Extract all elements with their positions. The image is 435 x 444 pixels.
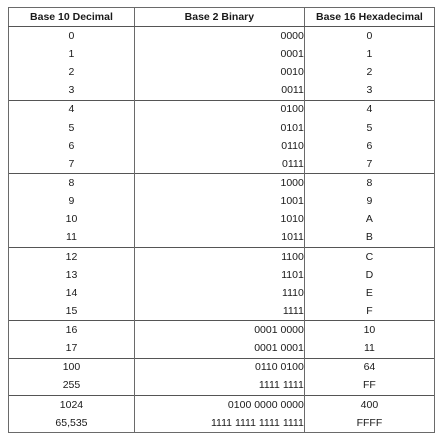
hex-cell: D (304, 266, 434, 284)
binary-cell: 1111 1111 (134, 377, 304, 396)
number-base-conversion-table (8, 7, 435, 433)
table-row (9, 100, 435, 119)
row-group (9, 395, 435, 432)
binary-cell: 1001 (134, 192, 304, 210)
header-hex: Base 16 Hexadecimal (304, 8, 434, 27)
decimal-cell: 14 (9, 284, 135, 302)
hex-cell: 64 (304, 358, 434, 377)
row-group (9, 100, 435, 174)
header-binary: Base 2 Binary (134, 8, 304, 27)
table-row (9, 358, 435, 377)
binary-cell: 0000 (134, 27, 304, 46)
decimal-cell: 4 (9, 100, 135, 119)
binary-cell: 0011 (134, 81, 304, 100)
binary-cell: 0101 (134, 119, 304, 137)
hex-cell: E (304, 284, 434, 302)
hex-cell: 10 (304, 321, 434, 340)
table-row (9, 27, 435, 46)
binary-cell: 0110 (134, 137, 304, 155)
binary-cell: 1100 (134, 247, 304, 266)
decimal-cell: 17 (9, 339, 135, 358)
hex-cell: FF (304, 377, 434, 396)
row-group (9, 174, 435, 248)
decimal-cell: 0 (9, 27, 135, 46)
table-row (9, 339, 435, 358)
table-row (9, 63, 435, 81)
binary-cell: 1101 (134, 266, 304, 284)
table-row (9, 414, 435, 433)
row-group (9, 358, 435, 395)
binary-cell: 1111 (134, 302, 304, 321)
binary-cell: 1010 (134, 210, 304, 228)
hex-cell: FFFF (304, 414, 434, 433)
binary-cell: 0100 (134, 100, 304, 119)
conversion-table-container (8, 7, 435, 433)
table-row (9, 284, 435, 302)
decimal-cell: 10 (9, 210, 135, 228)
table-row (9, 229, 435, 248)
binary-cell: 0110 0100 (134, 358, 304, 377)
binary-cell: 1011 (134, 229, 304, 248)
decimal-cell: 15 (9, 302, 135, 321)
table-row (9, 210, 435, 228)
table-header (9, 8, 435, 27)
header-decimal: Base 10 Decimal (9, 8, 135, 27)
decimal-cell: 6 (9, 137, 135, 155)
decimal-cell: 16 (9, 321, 135, 340)
hex-cell: 6 (304, 137, 434, 155)
decimal-cell: 12 (9, 247, 135, 266)
binary-cell: 1000 (134, 174, 304, 193)
hex-cell: 9 (304, 192, 434, 210)
table-row (9, 302, 435, 321)
table-row (9, 321, 435, 340)
hex-cell: 4 (304, 100, 434, 119)
decimal-cell: 1 (9, 45, 135, 63)
hex-cell: A (304, 210, 434, 228)
table-row (9, 137, 435, 155)
table-row (9, 192, 435, 210)
binary-cell: 1110 (134, 284, 304, 302)
hex-cell: 11 (304, 339, 434, 358)
hex-cell: 0 (304, 27, 434, 46)
decimal-cell: 1024 (9, 395, 135, 414)
decimal-cell: 255 (9, 377, 135, 396)
row-group (9, 321, 435, 358)
binary-cell: 0001 (134, 45, 304, 63)
binary-cell: 1111 1111 1111 1111 (134, 414, 304, 433)
decimal-cell: 8 (9, 174, 135, 193)
binary-cell: 0001 0000 (134, 321, 304, 340)
hex-cell: 1 (304, 45, 434, 63)
binary-cell: 0100 0000 0000 (134, 395, 304, 414)
hex-cell: 400 (304, 395, 434, 414)
decimal-cell: 65,535 (9, 414, 135, 433)
decimal-cell: 9 (9, 192, 135, 210)
binary-cell: 0010 (134, 63, 304, 81)
hex-cell: B (304, 229, 434, 248)
decimal-cell: 2 (9, 63, 135, 81)
table-row (9, 155, 435, 174)
hex-cell: 5 (304, 119, 434, 137)
hex-cell: 3 (304, 81, 434, 100)
table-row (9, 119, 435, 137)
hex-cell: 7 (304, 155, 434, 174)
header-row (9, 8, 435, 27)
binary-cell: 0111 (134, 155, 304, 174)
hex-cell: C (304, 247, 434, 266)
decimal-cell: 13 (9, 266, 135, 284)
decimal-cell: 5 (9, 119, 135, 137)
row-group (9, 247, 435, 321)
table-row (9, 377, 435, 396)
decimal-cell: 3 (9, 81, 135, 100)
hex-cell: 2 (304, 63, 434, 81)
hex-cell: F (304, 302, 434, 321)
table-row (9, 266, 435, 284)
table-row (9, 395, 435, 414)
table-row (9, 174, 435, 193)
row-group (9, 27, 435, 101)
binary-cell: 0001 0001 (134, 339, 304, 358)
decimal-cell: 100 (9, 358, 135, 377)
decimal-cell: 11 (9, 229, 135, 248)
decimal-cell: 7 (9, 155, 135, 174)
table-row (9, 247, 435, 266)
hex-cell: 8 (304, 174, 434, 193)
table-row (9, 81, 435, 100)
table-row (9, 45, 435, 63)
